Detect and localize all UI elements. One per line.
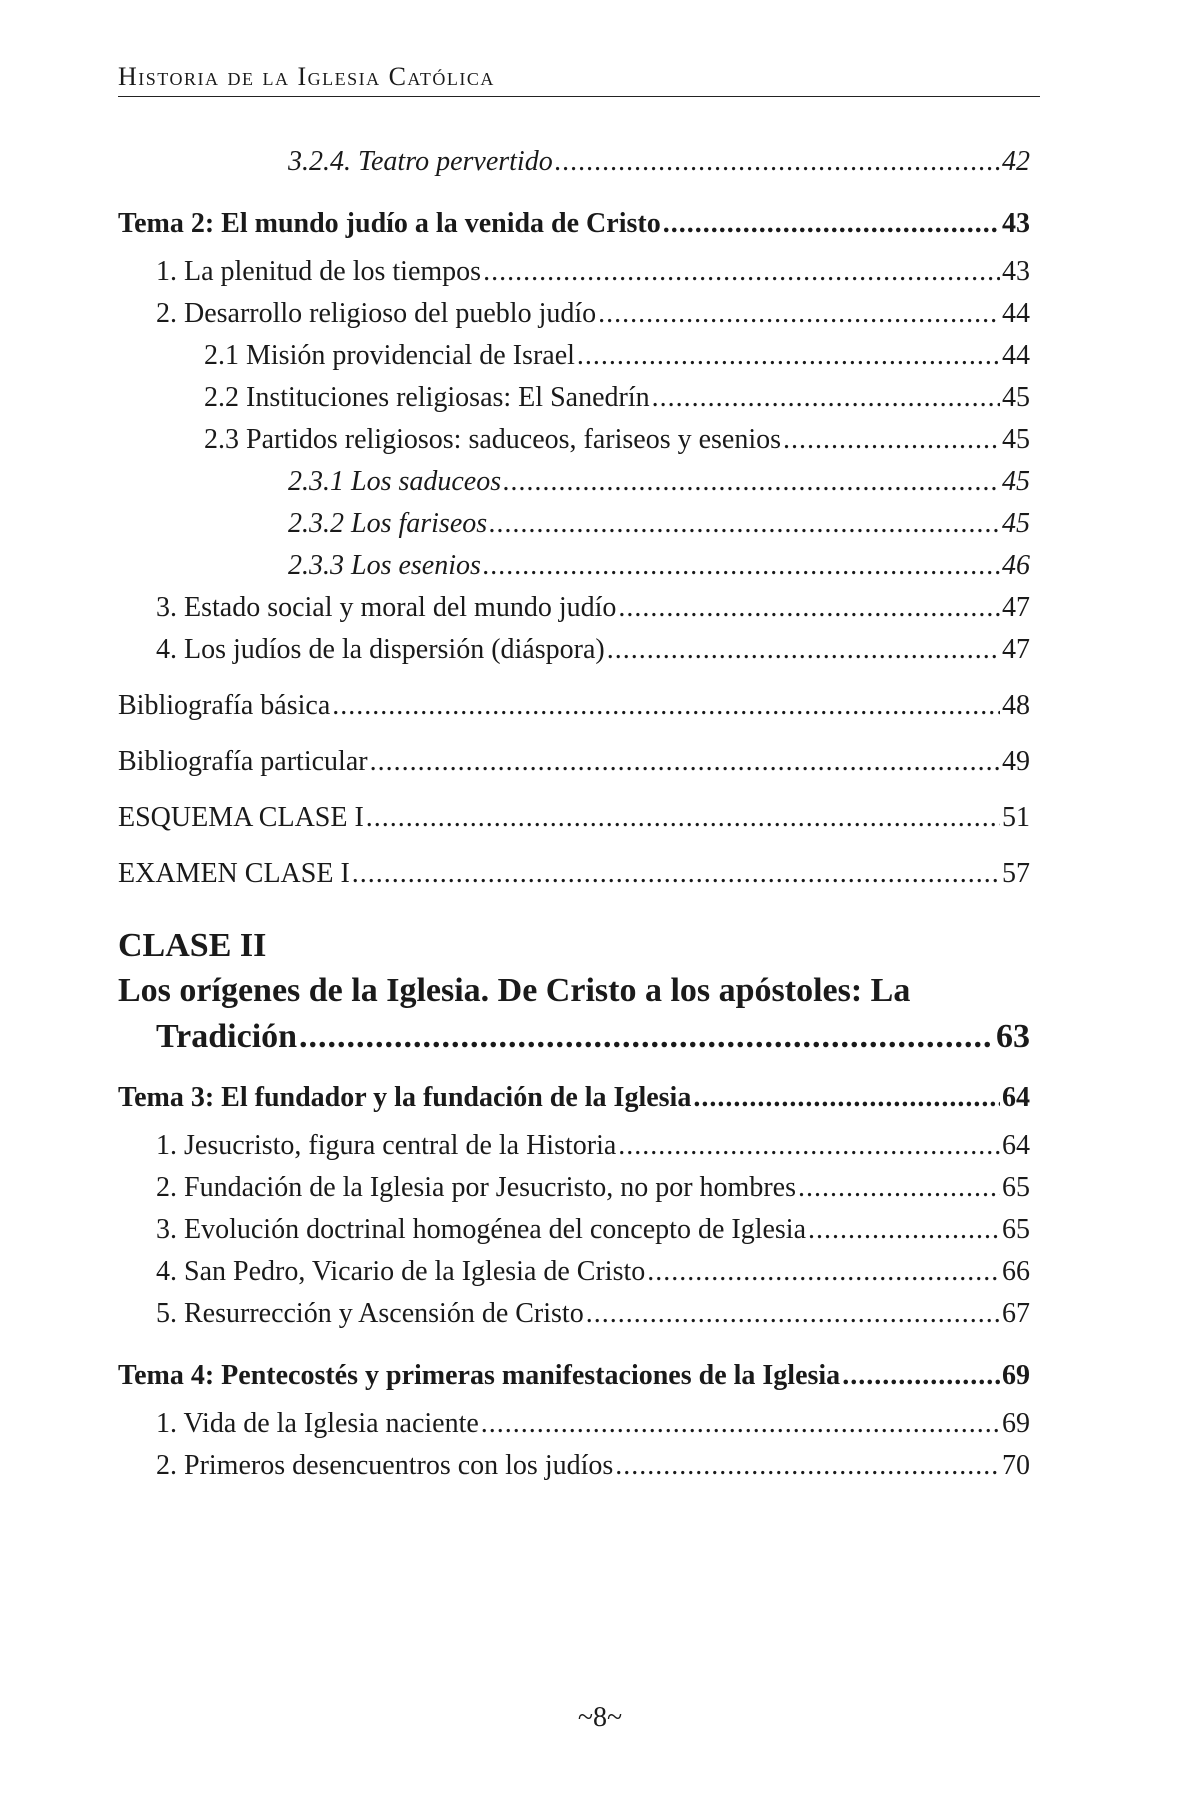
toc-entry-title: ESQUEMA CLASE I bbox=[118, 802, 364, 833]
toc-entry[interactable] bbox=[118, 1360, 1030, 1392]
running-head: Historia de la Iglesia Católica bbox=[118, 62, 1040, 97]
toc-entry[interactable] bbox=[118, 1172, 1030, 1204]
toc-entry[interactable] bbox=[118, 256, 1030, 288]
toc-entry[interactable] bbox=[118, 634, 1030, 666]
toc-entry-page: 69 bbox=[1002, 1408, 1030, 1439]
dot-leader bbox=[607, 634, 1000, 666]
toc-entry-title: 2.3 Partidos religiosos: saduceos, fariseos y esenios bbox=[204, 424, 782, 455]
toc-entry[interactable] bbox=[118, 1450, 1030, 1482]
toc-entry-title: Tema 2: El mundo judío a la venida de Cristo bbox=[118, 208, 661, 239]
clase-title-line2: Tradición bbox=[156, 1018, 298, 1055]
clase-heading: CLASE II bbox=[118, 927, 267, 964]
toc-entry-title: 5. Resurrección y Ascensión de Cristo bbox=[156, 1298, 584, 1329]
toc-entry-title: 3. Estado social y moral del mundo judío bbox=[156, 592, 617, 623]
dot-leader bbox=[489, 508, 1000, 540]
dot-leader bbox=[783, 424, 1000, 456]
toc-entry-page: 43 bbox=[1002, 256, 1030, 287]
dot-leader bbox=[352, 858, 1000, 890]
toc-entry-page: 45 bbox=[1002, 508, 1030, 539]
toc-entry[interactable] bbox=[118, 1408, 1030, 1440]
dot-leader bbox=[366, 802, 1000, 834]
dot-leader bbox=[798, 1172, 1000, 1204]
clase-title-page: 63 bbox=[996, 1018, 1030, 1055]
toc-entry-title: 4. Los judíos de la dispersión (diáspora) bbox=[156, 634, 605, 665]
clase-title[interactable] bbox=[118, 968, 1030, 1060]
toc-entry-title: Bibliografía básica bbox=[118, 690, 331, 721]
toc-entry-page: 46 bbox=[1002, 550, 1030, 581]
toc-entry-page: 47 bbox=[1002, 592, 1030, 623]
toc-entry-title: 2.3.2 Los fariseos bbox=[288, 508, 488, 539]
toc-entry-title: 1. Vida de la Iglesia naciente bbox=[156, 1408, 479, 1439]
dot-leader bbox=[615, 1450, 1000, 1482]
table-of-contents bbox=[118, 146, 1030, 1482]
toc-entry-page: 44 bbox=[1002, 340, 1030, 371]
clase-title-line1: Los orígenes de la Iglesia. De Cristo a los apóstoles: La bbox=[118, 972, 911, 1009]
toc-entry-title: 4. San Pedro, Vicario de la Iglesia de Cristo bbox=[156, 1256, 646, 1287]
toc-entry-title: 3.2.4. Teatro pervertido bbox=[288, 146, 553, 177]
toc-entry-page: 67 bbox=[1002, 1298, 1030, 1329]
dot-leader bbox=[483, 550, 1000, 582]
toc-entry-title: 1. La plenitud de los tiempos bbox=[156, 256, 482, 287]
toc-entry-page: 48 bbox=[1002, 690, 1030, 721]
toc-entry[interactable] bbox=[118, 424, 1030, 456]
toc-entry[interactable] bbox=[118, 1256, 1030, 1288]
toc-entry-page: 65 bbox=[1002, 1214, 1030, 1245]
toc-entry-page: 70 bbox=[1002, 1450, 1030, 1481]
toc-entry-page: 42 bbox=[1002, 146, 1030, 177]
dot-leader bbox=[503, 466, 1000, 498]
toc-entry-title: 2.3.1 Los saduceos bbox=[288, 466, 502, 497]
toc-entry[interactable] bbox=[118, 690, 1030, 722]
toc-entry-page: 65 bbox=[1002, 1172, 1030, 1203]
toc-entry-page: 66 bbox=[1002, 1256, 1030, 1287]
dot-leader bbox=[598, 298, 1000, 330]
dot-leader bbox=[555, 146, 1000, 178]
dot-leader bbox=[586, 1298, 1000, 1330]
toc-entry-page: 43 bbox=[1002, 208, 1030, 239]
toc-entry[interactable] bbox=[118, 1298, 1030, 1330]
toc-entry[interactable] bbox=[118, 340, 1030, 372]
toc-entry-title: 2. Desarrollo religioso del pueblo judío bbox=[156, 298, 597, 329]
toc-entry[interactable] bbox=[118, 592, 1030, 624]
toc-entry-title: 2.3.3 Los esenios bbox=[288, 550, 481, 581]
toc-entry-page: 47 bbox=[1002, 634, 1030, 665]
toc-entry-page: 64 bbox=[1002, 1130, 1030, 1161]
toc-entry-title: 2. Primeros desencuentros con los judíos bbox=[156, 1450, 614, 1481]
toc-entry-title: Tema 4: Pentecostés y primeras manifestaciones de la Iglesia bbox=[118, 1360, 841, 1391]
toc-entry[interactable] bbox=[118, 382, 1030, 414]
toc-entry-title: 2.2 Instituciones religiosas: El Sanedrín bbox=[204, 382, 650, 413]
toc-entry-title: 3. Evolución doctrinal homogénea del concepto de Iglesia bbox=[156, 1214, 807, 1245]
dot-leader bbox=[808, 1214, 1000, 1246]
toc-entry-page: 45 bbox=[1002, 382, 1030, 413]
toc-entry-title: 1. Jesucristo, figura central de la Historia bbox=[156, 1130, 617, 1161]
dot-leader bbox=[577, 340, 1000, 372]
toc-entry-title: EXAMEN CLASE I bbox=[118, 858, 350, 889]
toc-entry-title: 2. Fundación de la Iglesia por Jesucristo, no por hombres bbox=[156, 1172, 796, 1203]
toc-entry-page: 64 bbox=[1002, 1082, 1030, 1113]
toc-entry[interactable] bbox=[118, 802, 1030, 834]
toc-entry-page: 45 bbox=[1002, 466, 1030, 497]
toc-entry-page: 49 bbox=[1002, 746, 1030, 777]
toc-entry[interactable] bbox=[118, 1130, 1030, 1162]
dot-leader bbox=[663, 208, 1000, 240]
toc-entry-title: Bibliografía particular bbox=[118, 746, 368, 777]
toc-entry[interactable] bbox=[118, 298, 1030, 330]
dot-leader bbox=[299, 1014, 994, 1060]
toc-entry-title: 2.1 Misión providencial de Israel bbox=[204, 340, 575, 371]
toc-entry[interactable] bbox=[118, 858, 1030, 890]
toc-entry[interactable] bbox=[118, 746, 1030, 778]
dot-leader bbox=[618, 592, 1000, 624]
toc-entry[interactable] bbox=[118, 466, 1030, 498]
dot-leader bbox=[481, 1408, 1000, 1440]
toc-entry-page: 57 bbox=[1002, 858, 1030, 889]
dot-leader bbox=[647, 1256, 1000, 1288]
toc-entry[interactable] bbox=[118, 550, 1030, 582]
dot-leader bbox=[693, 1082, 1000, 1114]
page-number: ~8~ bbox=[577, 1702, 623, 1733]
toc-entry-page: 44 bbox=[1002, 298, 1030, 329]
dot-leader bbox=[842, 1360, 1000, 1392]
toc-entry-title: Tema 3: El fundador y la fundación de la Iglesia bbox=[118, 1082, 692, 1113]
toc-entry[interactable] bbox=[118, 1214, 1030, 1246]
toc-entry-page: 45 bbox=[1002, 424, 1030, 455]
toc-entry-page: 69 bbox=[1002, 1360, 1030, 1391]
toc-entry[interactable] bbox=[118, 146, 1030, 178]
dot-leader bbox=[332, 690, 1000, 722]
dot-leader bbox=[618, 1130, 1000, 1162]
toc-entry[interactable] bbox=[118, 208, 1030, 240]
dot-leader bbox=[370, 746, 1000, 778]
toc-entry[interactable] bbox=[118, 508, 1030, 540]
dot-leader bbox=[483, 256, 1000, 288]
toc-entry-page: 51 bbox=[1002, 802, 1030, 833]
toc-entry[interactable] bbox=[118, 1082, 1030, 1114]
dot-leader bbox=[652, 382, 1000, 414]
